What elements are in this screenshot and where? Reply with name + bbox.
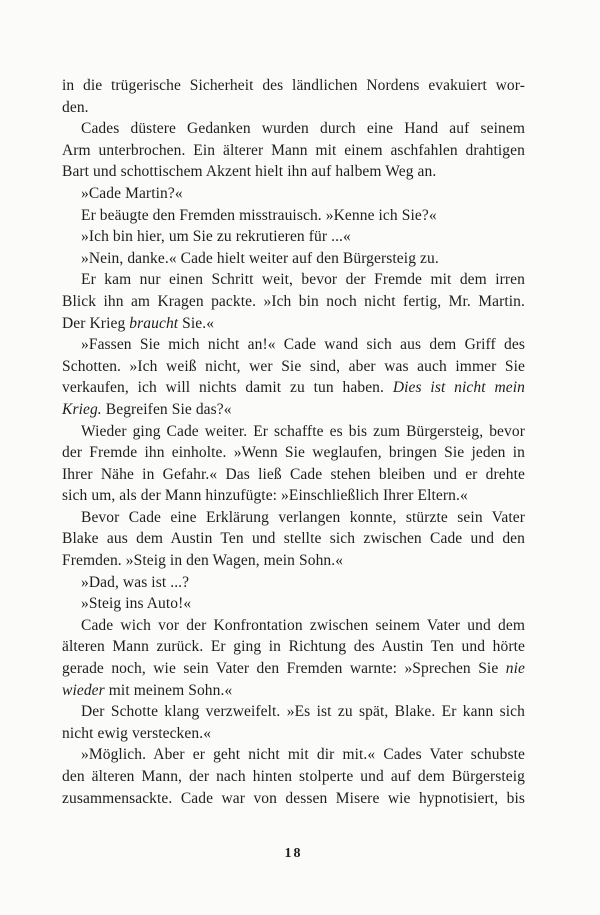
text-run: »Möglich. Aber er geht nicht mit dir mit.« Cades Vater schubste bbox=[81, 746, 525, 764]
text-run: Blick ihn am Kragen packte. »Ich bin noch nicht fertig, Mr. Martin. bbox=[62, 292, 525, 310]
text-run: Er kam nur einen Schritt weit, bevor der Fremde mit dem irren bbox=[81, 271, 525, 289]
text-run: Fremden. »Steig in den Wagen, mein Sohn.« bbox=[62, 552, 344, 570]
text-line bbox=[62, 269, 525, 291]
text-line bbox=[62, 464, 525, 486]
text-run: verkaufen, ich will nichts damit zu tun haben. bbox=[62, 379, 393, 397]
text-line bbox=[62, 507, 525, 529]
text-line bbox=[62, 248, 525, 270]
text-run: Schotten. »Ich weiß nicht, wer Sie sind, aber was auch immer Sie bbox=[62, 357, 525, 375]
text-run: Begreifen Sie das?« bbox=[101, 400, 232, 418]
text-run: »Cade Martin?« bbox=[81, 184, 183, 202]
text-line bbox=[62, 75, 525, 97]
text-run: »Steig ins Auto!« bbox=[81, 595, 192, 613]
text-line bbox=[62, 291, 525, 313]
text-run: der Fremde ihn einholte. »Wenn Sie weglaufen, bringen Sie jeden in bbox=[62, 444, 525, 462]
text-run: sich um, als der Mann hinzufügte: »Einschließlich Ihrer Eltern.« bbox=[62, 487, 468, 505]
text-run: Bart und schottischem Akzent hielt ihn auf halbem Weg an. bbox=[62, 163, 437, 181]
text-line bbox=[62, 658, 525, 680]
text-line bbox=[62, 140, 525, 162]
text-line bbox=[62, 528, 525, 550]
text-line bbox=[62, 334, 525, 356]
text-run: Blake aus dem Austin Ten und stellte sich zwischen Cade und den bbox=[62, 530, 525, 548]
page-text bbox=[62, 75, 525, 809]
text-line bbox=[62, 205, 525, 227]
text-run: den. bbox=[62, 98, 89, 116]
text-line bbox=[62, 485, 525, 507]
text-line bbox=[62, 183, 525, 205]
text-run: Bevor Cade eine Erklärung verlangen konnte, stürzte sein Vater bbox=[81, 508, 525, 526]
text-run: Ihrer Nähe in Gefahr.« Das ließ Cade stehen bleiben und er drehte bbox=[62, 465, 525, 483]
text-run: Cades düstere Gedanken wurden durch eine Hand auf seinem bbox=[81, 120, 525, 138]
italic-text-run: nie bbox=[505, 660, 525, 678]
italic-text-run: Krieg. bbox=[62, 400, 102, 418]
text-line bbox=[62, 680, 525, 702]
text-line bbox=[62, 636, 525, 658]
text-run: in die trügerische Sicherheit des ländlichen Nordens evakuiert wor- bbox=[62, 77, 525, 94]
italic-text-run: Dies ist nicht mein bbox=[392, 379, 525, 397]
text-line bbox=[62, 550, 525, 572]
text-line bbox=[62, 97, 525, 119]
text-run: Der Krieg bbox=[62, 314, 130, 332]
text-line bbox=[62, 421, 525, 443]
text-line bbox=[62, 161, 525, 183]
text-run: »Nein, danke.« Cade hielt weiter auf den Bürgersteig zu. bbox=[81, 249, 439, 267]
text-line bbox=[62, 701, 525, 723]
text-line bbox=[62, 788, 525, 810]
text-line bbox=[62, 615, 525, 637]
text-run: Sie.« bbox=[178, 314, 215, 332]
text-line bbox=[62, 744, 525, 766]
text-line bbox=[62, 377, 525, 399]
text-line bbox=[62, 356, 525, 378]
text-run: »Fassen Sie mich nicht an!« Cade wand sich aus dem Griff des bbox=[81, 336, 525, 354]
text-line bbox=[62, 766, 525, 788]
text-run: Wieder ging Cade weiter. Er schaffte es bis zum Bürgersteig, bevor bbox=[81, 422, 525, 440]
text-line bbox=[62, 313, 525, 335]
text-line bbox=[62, 118, 525, 140]
text-run: zusammensackte. Cade war von dessen Misere wie hypnotisiert, bis bbox=[62, 789, 525, 807]
text-run: »Dad, was ist ...? bbox=[81, 573, 190, 591]
text-line bbox=[62, 723, 525, 745]
text-run: mit meinem Sohn.« bbox=[104, 681, 233, 699]
italic-text-run: wieder bbox=[62, 681, 105, 699]
text-run: Cade wich vor der Konfrontation zwischen seinem Vater und dem bbox=[81, 616, 525, 634]
text-run: Arm unterbrochen. Ein älterer Mann mit einem aschfahlen drahtigen bbox=[62, 141, 525, 159]
text-run: älteren Mann zurück. Er ging in Richtung des Austin Ten und hörte bbox=[62, 638, 525, 656]
page-number: 18 bbox=[284, 846, 303, 861]
text-line bbox=[62, 572, 525, 594]
text-run: »Ich bin hier, um Sie zu rekrutieren für ...« bbox=[81, 228, 351, 246]
text-run: gerade noch, wie sein Vater den Fremden warnte: »Sprechen Sie bbox=[62, 660, 506, 678]
text-line bbox=[62, 593, 525, 615]
text-line bbox=[62, 442, 525, 464]
italic-text-run: braucht bbox=[129, 314, 179, 332]
text-line bbox=[62, 226, 525, 248]
text-run: Der Schotte klang verzweifelt. »Es ist zu spät, Blake. Er kann sich bbox=[81, 703, 525, 721]
text-line bbox=[62, 399, 525, 421]
text-run: den älteren Mann, der nach hinten stolperte und auf dem Bürgersteig bbox=[62, 768, 525, 785]
text-run: Er beäugte den Fremden misstrauisch. »Kenne ich Sie?« bbox=[81, 206, 437, 224]
text-run: nicht ewig verstecken.« bbox=[62, 724, 212, 742]
